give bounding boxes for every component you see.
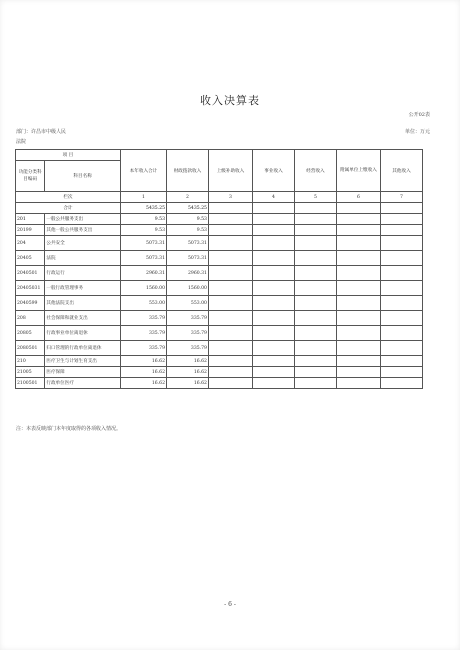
table-row <box>16 367 423 378</box>
row-empty-cell <box>380 326 422 341</box>
row-total: 16.62 <box>120 378 166 389</box>
row-empty-cell <box>253 251 295 266</box>
row-code: 2040599 <box>16 296 45 311</box>
row-empty-cell <box>253 266 295 281</box>
row-empty-cell <box>336 326 380 341</box>
row-empty-cell <box>336 367 380 378</box>
row-empty-cell <box>336 266 380 281</box>
footnote: 注：本表反映部门本年度取得的各项收入情况。 <box>16 426 122 432</box>
total-fiscal: 5435.25 <box>167 203 209 214</box>
row-empty-cell <box>208 214 252 225</box>
row-total: 2960.31 <box>120 266 166 281</box>
row-empty-cell <box>294 367 336 378</box>
row-fiscal: 335.79 <box>167 341 209 356</box>
row-empty-cell <box>380 236 422 251</box>
row-empty-cell <box>380 367 422 378</box>
row-total: 5073.31 <box>120 251 166 266</box>
row-name: 行政事业单位离退休 <box>45 326 121 341</box>
row-total: 16.62 <box>120 356 166 367</box>
table-row <box>16 296 423 311</box>
row-total: 553.00 <box>120 296 166 311</box>
row-total: 335.79 <box>120 311 166 326</box>
row-empty-cell <box>208 367 252 378</box>
row-name: 公共安全 <box>45 236 121 251</box>
row-empty-cell <box>380 281 422 296</box>
table-row <box>16 236 423 251</box>
row-code: 20405031 <box>16 281 45 296</box>
row-empty-cell <box>208 341 252 356</box>
row-fiscal: 9.53 <box>167 214 209 225</box>
row-empty-cell <box>208 311 252 326</box>
row-empty-cell <box>336 311 380 326</box>
row-name: 一般公共服务支出 <box>45 214 121 225</box>
col-num-2: 2 <box>167 192 209 203</box>
row-empty-cell <box>380 311 422 326</box>
row-empty-cell <box>294 296 336 311</box>
row-fiscal: 553.00 <box>167 296 209 311</box>
col-num-6: 6 <box>336 192 380 203</box>
row-empty-cell <box>380 251 422 266</box>
col-num-1: 1 <box>120 192 166 203</box>
row-empty-cell <box>253 296 295 311</box>
row-empty-cell <box>336 341 380 356</box>
row-empty-cell <box>253 214 295 225</box>
table-row <box>16 281 423 296</box>
row-code: 204 <box>16 236 45 251</box>
row-empty-cell <box>380 214 422 225</box>
row-empty-cell <box>336 281 380 296</box>
row-empty-cell <box>294 326 336 341</box>
row-empty-cell <box>253 341 295 356</box>
department-label-cont: 法院 <box>16 139 27 145</box>
row-total: 1560.00 <box>120 281 166 296</box>
row-name: 归口管理的行政单位离退休 <box>45 341 121 356</box>
row-empty-cell <box>380 341 422 356</box>
row-empty-cell <box>208 281 252 296</box>
table-row <box>16 266 423 281</box>
row-name: 医疗卫生与计划生育支出 <box>45 356 121 367</box>
table-number: 公开02表 <box>408 112 430 118</box>
row-total: 335.79 <box>120 341 166 356</box>
row-empty-cell <box>380 378 422 389</box>
row-empty-cell <box>208 356 252 367</box>
row-total: 5073.31 <box>120 236 166 251</box>
row-empty-cell <box>208 296 252 311</box>
row-name: 社会保障和就业支出 <box>45 311 121 326</box>
table-row <box>16 251 423 266</box>
row-empty-cell <box>294 236 336 251</box>
table-row <box>16 214 423 225</box>
row-code: 21005 <box>16 367 45 378</box>
row-empty-cell <box>294 281 336 296</box>
row-empty-cell <box>253 225 295 236</box>
row-empty-cell <box>336 214 380 225</box>
row-empty-cell <box>253 367 295 378</box>
row-fiscal: 16.62 <box>167 378 209 389</box>
total-label: 合计 <box>16 203 121 214</box>
row-empty-cell <box>380 356 422 367</box>
row-fiscal: 335.79 <box>167 311 209 326</box>
row-fiscal: 16.62 <box>167 356 209 367</box>
row-empty-cell <box>208 225 252 236</box>
col-num-3: 3 <box>208 192 252 203</box>
row-total: 16.62 <box>120 367 166 378</box>
row-fiscal: 335.79 <box>167 326 209 341</box>
row-empty-cell <box>253 236 295 251</box>
row-empty-cell <box>208 251 252 266</box>
row-empty-cell <box>336 251 380 266</box>
row-empty-cell <box>253 378 295 389</box>
page-number: - 6 - <box>224 601 236 608</box>
unit-label: 单位：万元 <box>404 129 430 135</box>
row-code: 2100501 <box>16 378 45 389</box>
row-empty-cell <box>380 266 422 281</box>
row-fiscal: 16.62 <box>167 367 209 378</box>
header-project: 项 目 <box>16 150 121 161</box>
row-empty-cell <box>208 266 252 281</box>
row-empty-cell <box>294 378 336 389</box>
row-empty-cell <box>336 236 380 251</box>
row-fiscal: 9.53 <box>167 225 209 236</box>
header-func-code: 功能分类科目编码 <box>16 161 45 192</box>
row-empty-cell <box>294 251 336 266</box>
row-empty-cell <box>336 356 380 367</box>
row-code: 2080501 <box>16 341 45 356</box>
header-col-5: 经营收入 <box>294 150 336 192</box>
total-row <box>16 203 423 214</box>
row-code: 210 <box>16 356 45 367</box>
table-row <box>16 326 423 341</box>
page-title: 收入决算表 <box>200 94 260 107</box>
row-name: 其他法院支出 <box>45 296 121 311</box>
row-code: 201 <box>16 214 45 225</box>
department-label: 部门：许昌市中级人民 <box>16 129 67 135</box>
income-table <box>15 149 423 389</box>
row-empty-cell <box>253 311 295 326</box>
row-fiscal: 2960.31 <box>167 266 209 281</box>
header-col-2: 财政拨款收入 <box>167 150 209 192</box>
total-income: 5435.25 <box>120 203 166 214</box>
row-empty-cell <box>253 356 295 367</box>
col-num-7: 7 <box>380 192 422 203</box>
row-name: 法院 <box>45 251 121 266</box>
row-empty-cell <box>208 326 252 341</box>
header-col-6: 附属单位上缴收入 <box>336 150 380 192</box>
row-total: 9.53 <box>120 225 166 236</box>
row-code: 2040501 <box>16 266 45 281</box>
table-row <box>16 311 423 326</box>
table-row <box>16 378 423 389</box>
row-total: 335.79 <box>120 326 166 341</box>
row-code: 20805 <box>16 326 45 341</box>
table-row <box>16 225 423 236</box>
row-empty-cell <box>294 214 336 225</box>
row-name: 一般行政管理事务 <box>45 281 121 296</box>
header-col-1: 本年收入合计 <box>120 150 166 192</box>
row-empty-cell <box>336 296 380 311</box>
row-empty-cell <box>208 378 252 389</box>
row-empty-cell <box>294 225 336 236</box>
col-num-5: 5 <box>294 192 336 203</box>
row-name: 医疗保障 <box>45 367 121 378</box>
col-nums-label: 栏次 <box>16 192 121 203</box>
row-empty-cell <box>294 311 336 326</box>
col-num-4: 4 <box>253 192 295 203</box>
row-empty-cell <box>208 236 252 251</box>
row-name: 其他一般公共服务支出 <box>45 225 121 236</box>
row-name: 行政单位医疗 <box>45 378 121 389</box>
row-empty-cell <box>253 281 295 296</box>
row-empty-cell <box>380 225 422 236</box>
row-fiscal: 1560.00 <box>167 281 209 296</box>
row-empty-cell <box>294 356 336 367</box>
row-empty-cell <box>294 266 336 281</box>
row-empty-cell <box>336 225 380 236</box>
header-col-3: 上级补助收入 <box>208 150 252 192</box>
header-col-7: 其他收入 <box>380 150 422 192</box>
row-code: 20405 <box>16 251 45 266</box>
row-fiscal: 5073.31 <box>167 251 209 266</box>
header-col-4: 事业收入 <box>253 150 295 192</box>
table-row <box>16 356 423 367</box>
row-code: 208 <box>16 311 45 326</box>
row-empty-cell <box>380 296 422 311</box>
header-subject-name: 科目名称 <box>45 161 121 192</box>
row-empty-cell <box>253 326 295 341</box>
row-fiscal: 5073.31 <box>167 236 209 251</box>
row-code: 20199 <box>16 225 45 236</box>
table-row <box>16 341 423 356</box>
row-name: 行政运行 <box>45 266 121 281</box>
row-empty-cell <box>336 378 380 389</box>
row-empty-cell <box>294 341 336 356</box>
row-total: 9.53 <box>120 214 166 225</box>
